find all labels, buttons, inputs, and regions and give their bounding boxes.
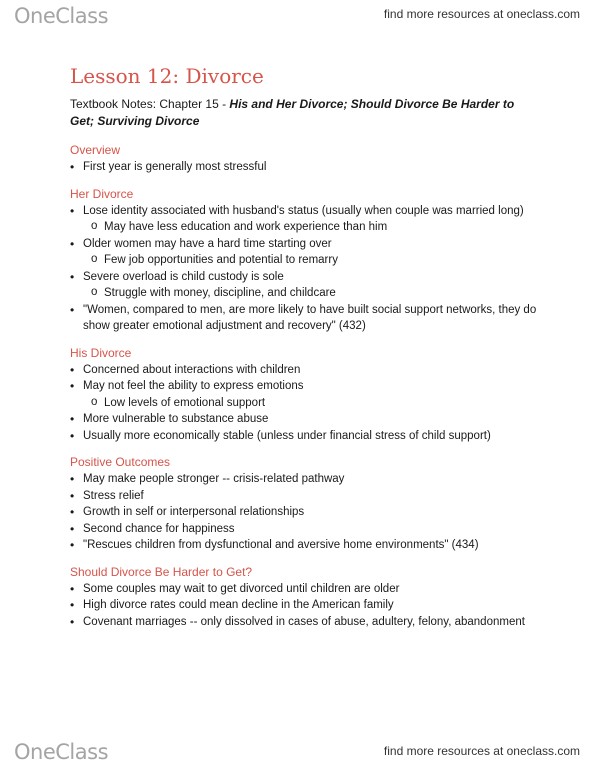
list-item: • Stress relief	[70, 488, 540, 505]
bullet-list	[70, 471, 540, 554]
section-heading: Should Divorce Be Harder to Get?	[70, 564, 253, 579]
sub-list-item: o Struggle with money, discipline, and childcare	[70, 285, 540, 302]
resources-link[interactable]: find more resources at oneclass.com	[383, 7, 580, 21]
document-body	[70, 64, 540, 630]
list-item: • May make people stronger -- crisis-related pathway	[70, 471, 540, 488]
list-item: • Covenant marriages -- only dissolved in cases of abuse, adultery, felony, abandonment	[70, 614, 540, 631]
section-heading: His Divorce	[70, 345, 132, 360]
bullet-list	[70, 581, 540, 631]
sub-list-item: o Few job opportunities and potential to remarry	[70, 252, 540, 269]
bullet-list	[70, 203, 540, 335]
list-item: • Concerned about interactions with children	[70, 362, 540, 379]
page-title: Lesson 12: Divorce	[70, 64, 264, 88]
bullet-list	[70, 159, 540, 176]
oneclass-logo[interactable]: OneClass	[14, 4, 109, 28]
sub-list-item: o May have less education and work experience than him	[70, 219, 540, 236]
section-heading: Overview	[70, 143, 121, 157]
bullet-list	[70, 362, 540, 445]
textbook-chapters: His and Her Divorce; Should Divorce Be Harder to Get; Surviving Divorce	[70, 97, 515, 128]
list-item: • May not feel the ability to express emotions	[70, 378, 540, 395]
list-item: • High divorce rates could mean decline in the American family	[70, 597, 540, 614]
sub-list-item: o Low levels of emotional support	[70, 395, 540, 412]
sections-container	[70, 142, 540, 630]
list-item: • First year is generally most stressful	[70, 159, 540, 176]
list-item: • More vulnerable to substance abuse	[70, 411, 540, 428]
list-item: • Usually more economically stable (unless under financial stress of child support)	[70, 428, 540, 445]
textbook-prefix: Textbook Notes: Chapter 15 -	[70, 97, 230, 111]
page-footer	[0, 736, 595, 770]
oneclass-logo-footer[interactable]: OneClass	[14, 740, 109, 764]
page-header	[0, 0, 595, 34]
list-item: • Second chance for happiness	[70, 521, 540, 538]
list-item: • "Rescues children from dysfunctional and aversive home environments" (434)	[70, 537, 540, 554]
list-item: • Lose identity associated with husband's status (usually when couple was married long)	[70, 203, 540, 220]
list-item: • Growth in self or interpersonal relationships	[70, 504, 540, 521]
list-item: • Severe overload is child custody is sole	[70, 269, 540, 286]
list-item: • Older women may have a hard time starting over	[70, 236, 540, 253]
section-heading: Her Divorce	[70, 186, 134, 201]
list-item: • Some couples may wait to get divorced until children are older	[70, 581, 540, 598]
section-heading: Positive Outcomes	[70, 455, 171, 469]
resources-link-footer[interactable]: find more resources at oneclass.com	[383, 744, 580, 758]
list-item: • "Women, compared to men, are more likely to have built social support networks, they do show greater emotional adjustment and recovery" (432)	[70, 302, 540, 335]
textbook-notes	[70, 96, 540, 130]
